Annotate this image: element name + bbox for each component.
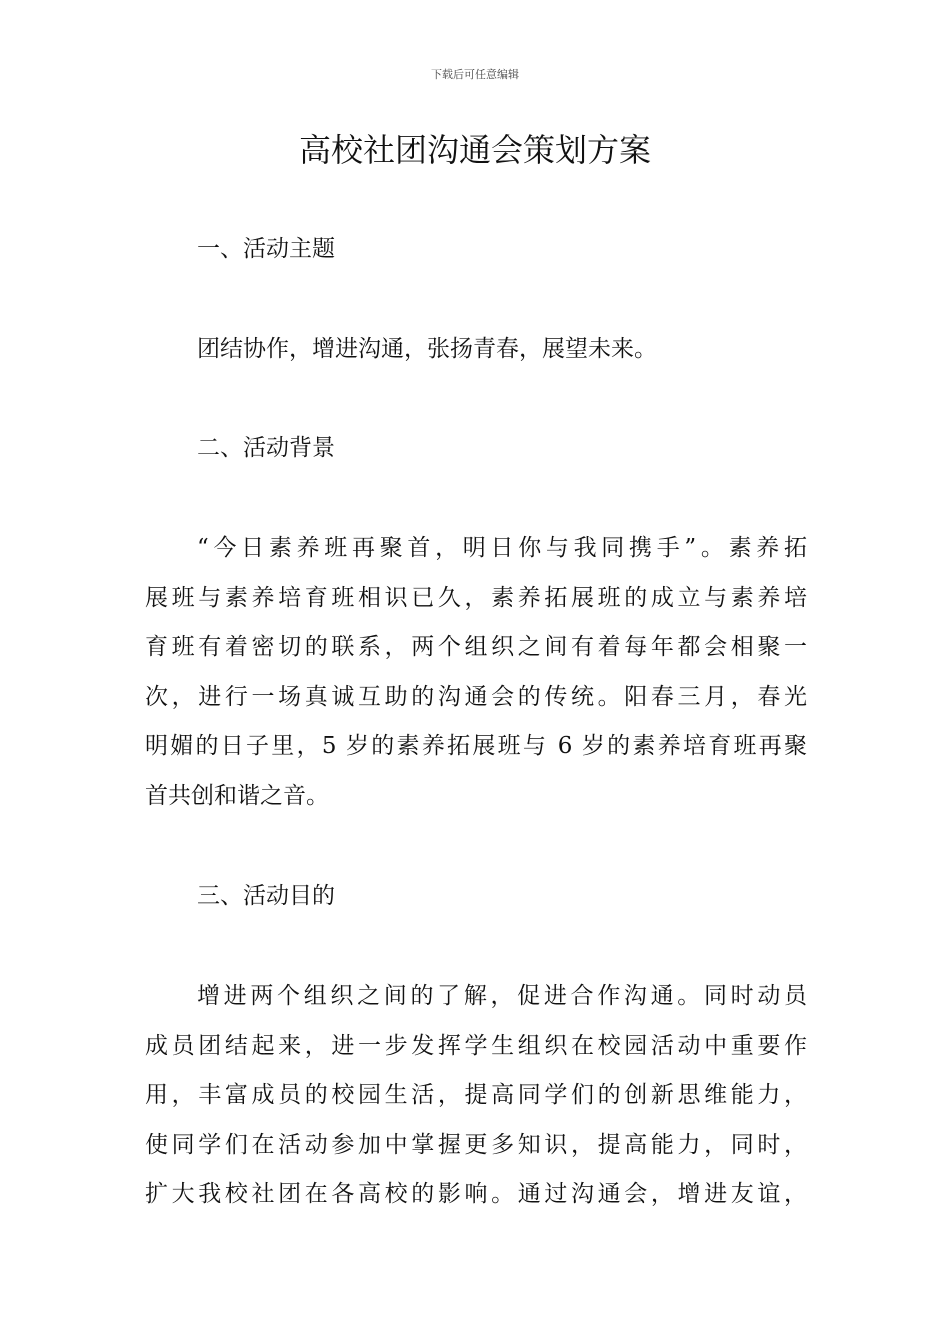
section-heading-theme: 一、活动主题 <box>197 236 335 262</box>
paragraph-line: 次，进行一场真诚互助的沟通会的传统。阳春三月，春光 <box>145 683 807 710</box>
paragraph-line: 明媚的日子里，5 岁的素养拓展班与 6 岁的素养培育班再聚 <box>145 733 807 760</box>
paragraph-line: 首共创和谐之音。 <box>145 782 329 809</box>
paragraph-line: 展班与素养培育班相识已久，素养拓展班的成立与素养培 <box>145 584 807 611</box>
paragraph-line: 用，丰富成员的校园生活，提高同学们的创新思维能力， <box>145 1082 807 1109</box>
paragraph-line: 扩大我校社团在各高校的影响。通过沟通会，增进友谊， <box>145 1181 807 1208</box>
section-body-theme: 团结协作，增进沟通，张扬青春，展望未来。 <box>197 336 657 362</box>
paragraph-line: 育班有着密切的联系，两个组织之间有着每年都会相聚一 <box>145 634 807 661</box>
section-heading-background: 二、活动背景 <box>197 435 335 461</box>
paragraph-line: 成员团结起来，进一步发挥学生组织在校园活动中重要作 <box>145 1032 807 1059</box>
header-note: 下载后可任意编辑 <box>431 68 519 81</box>
document-title: 高校社团沟通会策划方案 <box>298 131 651 169</box>
paragraph-line: 增进两个组织之间的了解，促进合作沟通。同时动员 <box>197 983 807 1009</box>
section-heading-purpose: 三、活动目的 <box>197 883 335 909</box>
paragraph-line: “今日素养班再聚首，明日你与我同携手”。素养拓 <box>197 535 807 561</box>
paragraph-line: 使同学们在活动参加中掌握更多知识，提高能力，同时， <box>145 1131 807 1158</box>
section-body-background <box>145 524 807 822</box>
section-body-purpose <box>145 972 807 1220</box>
